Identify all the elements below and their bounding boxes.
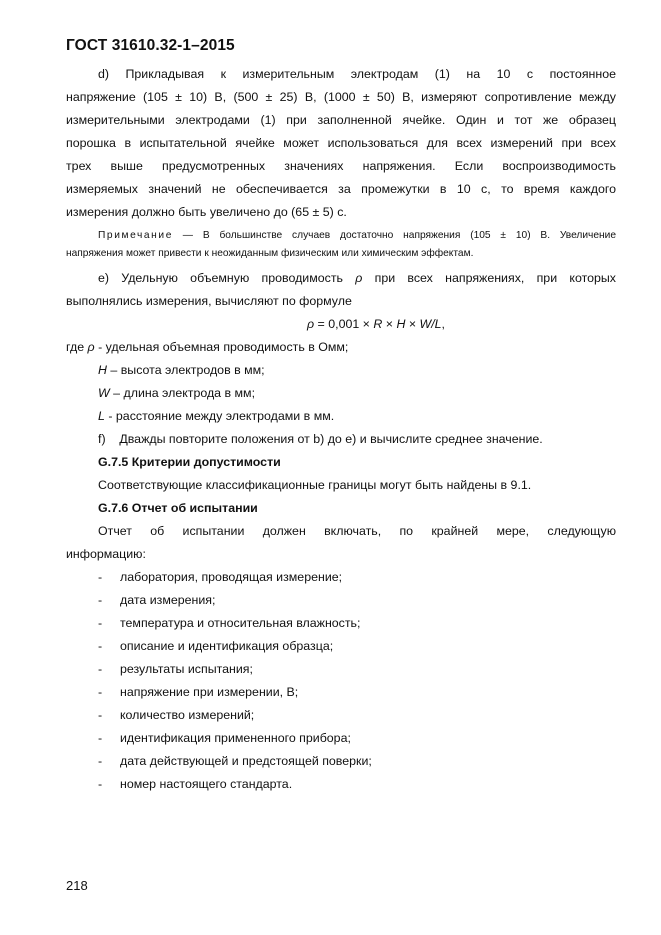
list-item-text: номер настоящего стандарта. bbox=[120, 777, 293, 791]
formula-r: R bbox=[373, 317, 383, 331]
list-item-text: идентификация примененного прибора; bbox=[120, 731, 351, 745]
list-dash: - bbox=[98, 593, 103, 607]
section-heading-g776: G.7.6 Отчет об испытании bbox=[98, 501, 258, 515]
text-fragment: e) Удельную объемную проводимость bbox=[98, 271, 356, 285]
page-number: 218 bbox=[66, 878, 88, 893]
definition-rho bbox=[66, 336, 616, 359]
definition-w bbox=[66, 382, 616, 405]
page-content bbox=[66, 63, 616, 796]
formula-wl: W/L bbox=[419, 317, 442, 331]
list-dash: - bbox=[98, 708, 103, 722]
definition-l bbox=[66, 405, 616, 428]
list-dash: - bbox=[98, 616, 103, 630]
note-line: напряжения может привести к неожиданным физическим или химическим эффектам. bbox=[66, 248, 474, 259]
list-dash: - bbox=[98, 685, 103, 699]
paragraph-line: измерения должно быть увеличено до (65 ± 5) с. bbox=[66, 205, 347, 219]
list-item-text: дата измерения; bbox=[120, 593, 216, 607]
list-item-text: количество измерений; bbox=[120, 708, 255, 722]
w-symbol: W bbox=[98, 386, 110, 400]
paragraph-line: напряжение (105 ± 10) В, (500 ± 25) В, (1000 ± 50) В, измеряют сопротивление между bbox=[66, 90, 616, 104]
list-item bbox=[66, 727, 616, 750]
paragraph-f: f) Дважды повторите положения от b) до e) и вычислите среднее значение. bbox=[98, 432, 543, 446]
list-item-text: напряжение при измерении, В; bbox=[120, 685, 299, 699]
paragraph-d bbox=[66, 63, 616, 224]
formula-part: = 0,001 × bbox=[314, 317, 374, 331]
formula-part: , bbox=[441, 317, 445, 331]
paragraph-line: d) Прикладывая к измерительным электродам (1) на 10 с постоянное bbox=[98, 67, 616, 81]
paragraph-line: измеряемых значений не обеспечивается за промежутки в 10 с, то время каждого bbox=[66, 182, 616, 196]
note-text: — В большинстве случаев достаточно напряжения (105 ± 10) В. Увеличение bbox=[172, 230, 616, 241]
list-item-text: температура и относительная влажность; bbox=[120, 616, 361, 630]
definition-text: - расстояние между электродами в мм. bbox=[104, 409, 335, 423]
list-item-text: дата действующей и предстоящей поверки; bbox=[120, 754, 372, 768]
section-heading-g775: G.7.5 Критерии допустимости bbox=[98, 455, 281, 469]
rho-symbol: ρ bbox=[87, 340, 95, 354]
paragraph-line bbox=[66, 267, 616, 290]
list-item-text: лаборатория, проводящая измерение; bbox=[120, 570, 343, 584]
rho-symbol: ρ bbox=[355, 271, 363, 285]
list-dash: - bbox=[98, 731, 103, 745]
list-dash: - bbox=[98, 639, 103, 653]
list-item bbox=[66, 612, 616, 635]
section-text-g775: Соответствующие классификационные границы могут быть найдены в 9.1. bbox=[98, 478, 532, 492]
paragraph-line: порошка в испытательной ячейке может использоваться для всех измерений при всех bbox=[66, 136, 616, 150]
where-label: где bbox=[66, 340, 88, 354]
variable-definitions bbox=[66, 336, 616, 428]
report-items-list bbox=[66, 566, 616, 796]
formula-part: × bbox=[382, 317, 397, 331]
formula-rho: ρ bbox=[307, 317, 315, 331]
l-symbol: L bbox=[98, 409, 105, 423]
formula bbox=[66, 313, 616, 336]
paragraph-e bbox=[66, 267, 616, 313]
list-item bbox=[66, 635, 616, 658]
definition-h bbox=[66, 359, 616, 382]
definition-text: - удельная объемная проводимость в Омм; bbox=[94, 340, 349, 354]
list-item bbox=[66, 773, 616, 796]
paragraph-line: трех выше предусмотренных значениях напряжения. Если воспроизводимость bbox=[66, 159, 616, 173]
section-text-g776: информацию: bbox=[66, 547, 146, 561]
note-label: Примечание bbox=[98, 230, 173, 241]
list-dash: - bbox=[98, 754, 103, 768]
document-header: ГОСТ 31610.32-1–2015 bbox=[66, 37, 235, 54]
list-item bbox=[66, 589, 616, 612]
list-item bbox=[66, 750, 616, 773]
list-dash: - bbox=[98, 570, 103, 584]
note-line bbox=[66, 227, 616, 245]
list-dash: - bbox=[98, 662, 103, 676]
section-text-g776: Отчет об испытании должен включать, по крайней мере, следующую bbox=[98, 524, 616, 538]
list-dash: - bbox=[98, 777, 103, 791]
list-item-text: описание и идентификация образца; bbox=[120, 639, 334, 653]
list-item bbox=[66, 704, 616, 727]
note-block bbox=[66, 227, 616, 263]
formula-h: H bbox=[396, 317, 406, 331]
list-item-text: результаты испытания; bbox=[120, 662, 253, 676]
list-item bbox=[66, 681, 616, 704]
paragraph-line: выполнялись измерения, вычисляют по формуле bbox=[66, 294, 352, 308]
list-item bbox=[66, 658, 616, 681]
list-item bbox=[66, 566, 616, 589]
formula-part: × bbox=[405, 317, 420, 331]
definition-text: – высота электродов в мм; bbox=[106, 363, 265, 377]
paragraph-line: измерительными электродами (1) при заполненной ячейке. Один и тот же образец bbox=[66, 113, 616, 127]
h-symbol: H bbox=[98, 363, 107, 377]
text-fragment: при всех напряжениях, при которых bbox=[362, 271, 616, 285]
definition-text: – длина электрода в мм; bbox=[109, 386, 256, 400]
